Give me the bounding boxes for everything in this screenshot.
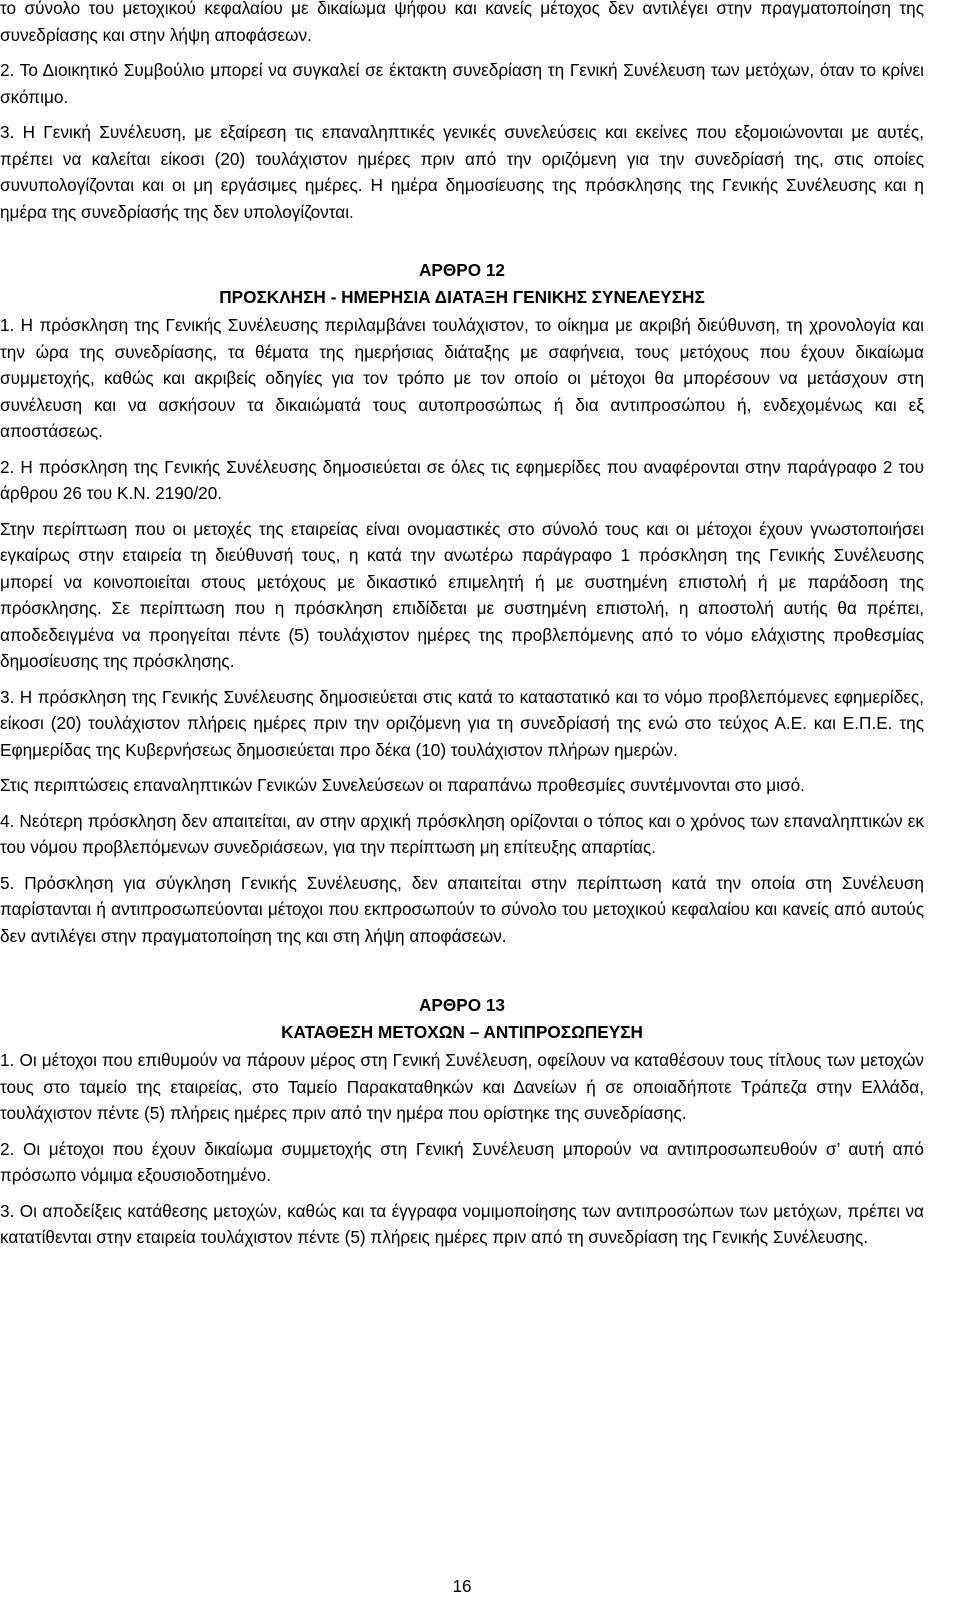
- section-gap: [0, 234, 924, 257]
- paragraph-2: 2. Το Διοικητικό Συμβούλιο μπορεί να συγκαλεί σε έκτακτη συνεδρίαση τη Γενική Συνέλευση των μετόχων, όταν το κρίνει σκόπιμο.: [0, 60, 924, 107]
- paragraph-3: 3. Η Γενική Συνέλευση, με εξαίρεση τις επαναληπτικές γενικές συνελεύσεις και εκείνες που εξομοιώνονται με αυτές, πρέπει να καλείται είκοσι (20) τουλάχιστον ημέρες πριν από την οριζόμενη για την συνεδρίασή της, στις οποίες συνυπολογίζονται και οι μη εργάσιμες ημέρες. Η ημέρα δημοσίευσης της πρόσκλησης της Γενικής Συνέλευσης και η ημέρα της συνεδρίασής της δεν υπολογίζονται.: [0, 122, 924, 222]
- article-13-paragraph-3: 3. Οι αποδείξεις κατάθεσης μετοχών, καθώς και τα έγγραφα νομιμοποίησης των αντιπροσώπων των μετόχων, πρέπει να κατατίθενται στην εταιρεία τουλάχιστον πέντε (5) πλήρεις ημέρες πριν από τη συνεδρίαση της Γενικής Συνέλευσης.: [0, 1200, 924, 1247]
- article-12-paragraph-5: 5. Πρόσκληση για σύγκληση Γενικής Συνέλευσης, δεν απαιτείται στην περίπτωση κατά την οποία στη Συνέλευση παρίστανται ή αντιπροσωπεύονται μέτοχοι που εκπροσωπούν το σύνολο του μετοχικού κεφαλαίου και κανείς από αυτούς δεν αντιλέγει στην πραγματοποίηση της και στη λήψη αποφάσεων.: [0, 872, 924, 946]
- article-13-paragraph-1: 1. Οι μέτοχοι που επιθυμούν να πάρουν μέρος στη Γενική Συνέλευση, οφείλουν να καταθέσουν τους τίτλους των μετοχών τους στο ταμείο της εταιρείας, στο Ταμείο Παρακαταθηκών και Δανείων ή σε οποιαδήποτε Τράπεζα στην Ελλάδα, τουλάχιστον πέντε (5) πλήρεις ημέρες πριν από την ημέρα που ορίστηκε της συνεδρίασης.: [0, 1050, 924, 1123]
- article-12-paragraph-2-notice: Στην περίπτωση που οι μετοχές της εταιρείας είναι ονομαστικές στο σύνολό τους και οι μέτοχοι έχουν γνωστοποιήσει εγκαίρως στην εταιρεία τη διεύθυνσή τους, η κατά την ανωτέρω παράγραφο 1 πρόσκληση της Γενικής Συνέλευσης μπορεί να κοινοποιείται στους μετόχους με δικαστικό επιμελητή ή με συστημένη επιστολή ή με παράδοση της πρόσκλησης. Σε περίπτωση που η πρόσκληση επιδίδεται με συστημένη επιστολή, η αποστολή αυτής θα πρέπει, αποδεδειγμένα να προηγείται πέντε (5) τουλάχιστον ημέρες της προβλεπόμενης από το νόμο ελάχιστης προθεσμίας δημοσίευσης της πρόσκλησης.: [0, 518, 924, 671]
- article-12-paragraph-1: 1. Η πρόσκληση της Γενικής Συνέλευσης περιλαμβάνει τουλάχιστον, το οίκημα με ακριβή διεύθυνση, τη χρονολογία και την ώρα της συνεδρίασης, τα θέματα της ημερήσιας διάταξης με σαφήνεια, τους μετόχους που έχουν δικαίωμα συμμετοχής, καθώς και ακριβείς οδηγίες για τον τρόπο με τον οποίο οι μέτοχοι θα μπορέσουν να μετάσχουν στη συνέλευση και να ασκήσουν τα δικαιώματά τους αυτοπροσώπως ή δια αντιπροσώπου ή, ενδεχομένως και εξ αποστάσεως.: [0, 315, 924, 441]
- article-13-title: ΚΑΤΑΘΕΣΗ ΜΕΤΟΧΩΝ – ΑΝΤΙΠΡΟΣΩΠΕΥΣΗ: [281, 1021, 643, 1042]
- article-12-paragraph-3: 3. Η πρόσκληση της Γενικής Συνέλευσης δημοσιεύεται στις κατά το καταστατικό και το νόμο προβλεπόμενες εφημερίδες, είκοσι (20) τουλάχιστον πλήρεις ημέρες πριν την οριζόμενη για τη συνεδρίασή της ενώ στο τεύχος Α.Ε. και Ε.Π.Ε. της Εφημερίδας της Κυβερνήσεως δημοσιεύεται προ δέκα (10) τουλάχιστον πλήρων ημερών.: [0, 686, 924, 760]
- article-12-title: ΠΡΟΣΚΛΗΣΗ - ΗΜΕΡΗΣΙΑ ΔΙΑΤΑΞΗ ΓΕΝΙΚΗΣ ΣΥΝΕΛΕΥΣΗΣ: [219, 286, 705, 307]
- article-13-paragraph-2: 2. Οι μέτοχοι που έχουν δικαίωμα συμμετοχής στη Γενική Συνέλευση μπορούν να αντιπροσωπευθούν σ’ αυτή από πρόσωπο νόμιμα εξουσιοδοτημένο.: [0, 1138, 924, 1185]
- article-12-paragraph-2: 2. Η πρόσκληση της Γενικής Συνέλευσης δημοσιεύεται σε όλες τις εφημερίδες που αναφέρονται στην παράγραφο 2 του άρθρου 26 του Κ.Ν. 2190/20.: [0, 456, 924, 503]
- article-12-paragraph-3-repeat: Στις περιπτώσεις επαναληπτικών Γενικών Συνελεύσεων οι παραπάνω προθεσμίες συντέμνονται στο μισό.: [0, 775, 805, 795]
- section-gap: [0, 958, 924, 992]
- article-13-number: ΑΡΘΡΟ 13: [419, 995, 505, 1015]
- page-number: 16: [452, 1576, 472, 1596]
- paragraph-continuation: το σύνολο του μετοχικού κεφαλαίου με δικαίωμα ψήφου και κανείς μέτοχος δεν αντιλέγει στην πραγματοποίηση της συνεδρίασης και στην λήψη αποφάσεων.: [0, 0, 924, 45]
- article-12-number: ΑΡΘΡΟ 12: [419, 260, 505, 280]
- article-12-paragraph-4: 4. Νεότερη πρόσκληση δεν απαιτείται, αν στην αρχική πρόσκληση ορίζονται ο τόπος και ο χρόνος των επαναληπτικών εκ του νόμου προβλεπόμενων συνεδριάσεων, για την περίπτωση μη επίτευξης απαρτίας.: [0, 810, 924, 857]
